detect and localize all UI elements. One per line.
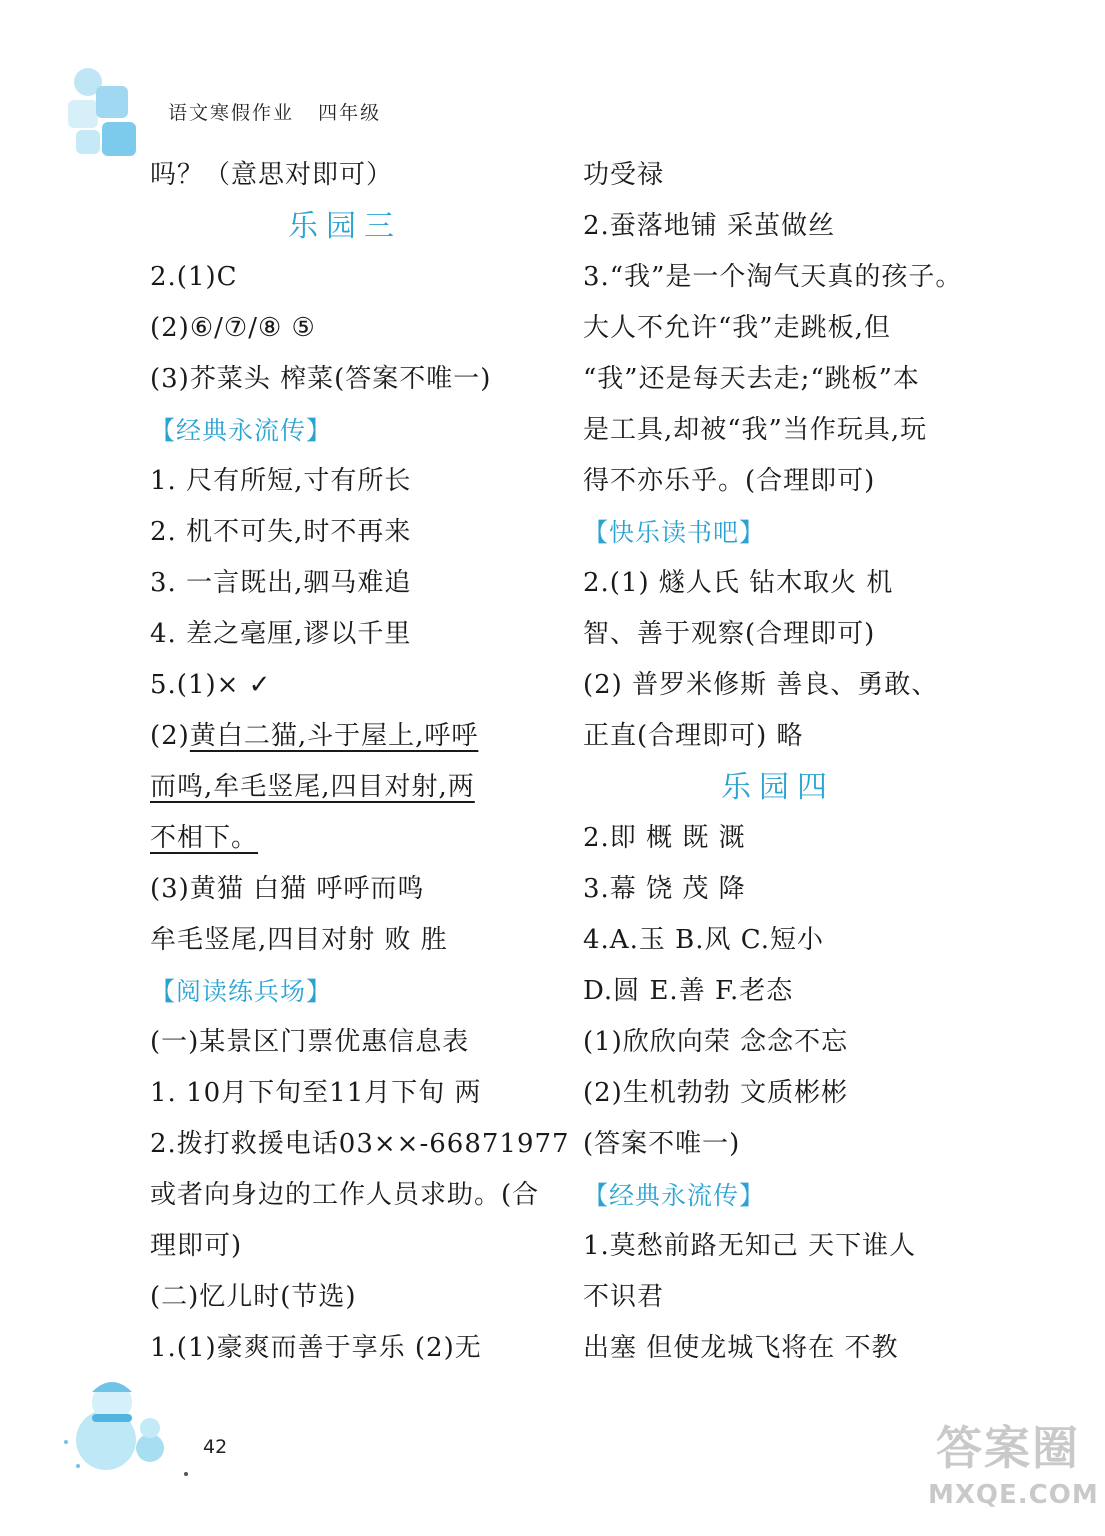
snowman-illustration xyxy=(62,1370,192,1480)
answer-line: 2. 机不可失,时不再来 xyxy=(150,517,412,547)
answer-line: 牟毛竖尾,四目对射 败 胜 xyxy=(150,925,448,955)
left-column xyxy=(150,150,570,1374)
answer-line: 4. 差之毫厘,谬以千里 xyxy=(150,619,412,649)
section-heading: 乐园四 xyxy=(721,770,835,805)
section-label: 【经典永流传】 xyxy=(583,1181,766,1210)
answer-line: 不识君 xyxy=(583,1282,665,1312)
answer-line: “我”还是每天去走;“跳板”本 xyxy=(583,364,920,394)
answer-line: 1. 尺有所短,寸有所长 xyxy=(150,466,412,496)
answer-line: 理即可) xyxy=(150,1231,243,1261)
answer-line: 得不亦乐乎。(合理即可) xyxy=(583,466,876,496)
answer-line xyxy=(150,711,540,762)
line-prefix: (2) xyxy=(150,721,190,751)
answer-line: 3.“我”是一个淘气天真的孩子。 xyxy=(583,262,963,292)
answer-line: (一)某景区门票优惠信息表 xyxy=(150,1027,470,1057)
answer-line: 2.(1)C xyxy=(150,262,238,292)
answer-line: 4.A.玉 B.风 C.短小 xyxy=(583,925,824,955)
header-title: 语文寒假作业 四年级 xyxy=(168,102,382,124)
watermark-logo xyxy=(928,1418,1099,1528)
answer-line: 2.(1) 燧人氏 钻木取火 机 xyxy=(583,568,894,598)
answer-line: (3)芥菜头 榨菜(答案不唯一) xyxy=(150,364,492,394)
answer-line: 5.(1)× ✓ xyxy=(150,670,272,700)
answer-line: (2)生机勃勃 文质彬彬 xyxy=(583,1078,849,1108)
answer-line: (答案不唯一) xyxy=(583,1129,741,1159)
answer-line: 2.拨打救援电话03××-66871977 xyxy=(150,1129,570,1159)
page-number: 42 xyxy=(203,1436,228,1458)
section-label: 【经典永流传】 xyxy=(150,416,333,445)
answer-line: 出塞 但使龙城飞将在 不教 xyxy=(583,1333,899,1363)
underlined-text: 而鸣,牟毛竖尾,四目对射,两 xyxy=(150,772,475,802)
answer-line: 2.即 概 既 溉 xyxy=(583,823,746,853)
answer-line: 功受禄 xyxy=(583,160,665,190)
answer-line: 1.莫愁前路无知己 天下谁人 xyxy=(583,1231,917,1261)
answer-line: 大人不允许“我”走跳板,但 xyxy=(583,313,891,343)
answer-line: 智、善于观察(合理即可) xyxy=(583,619,876,649)
answer-line: 正直(合理即可) 略 xyxy=(583,721,804,751)
answer-line: D.圆 E.善 F.老态 xyxy=(583,976,794,1006)
answer-line: 3.幕 饶 茂 降 xyxy=(583,874,746,904)
watermark-bottom: MXQE.COM xyxy=(928,1480,1099,1510)
underlined-text: 黄白二猫,斗于屋上,呼呼 xyxy=(189,721,479,751)
answer-line: 1.(1)豪爽而善于享乐 (2)无 xyxy=(150,1333,482,1363)
answer-line: 吗？（意思对即可） xyxy=(150,160,394,190)
watermark-top: 答案圈 xyxy=(936,1421,1080,1475)
answer-line: 3. 一言既出,驷马难追 xyxy=(150,568,412,598)
answer-line: 1. 10月下旬至11月下旬 两 xyxy=(150,1078,482,1108)
section-label: 【阅读练兵场】 xyxy=(150,977,333,1006)
answer-line: 2.蚕落地铺 采茧做丝 xyxy=(583,211,836,241)
answer-line xyxy=(150,762,540,813)
answer-line: 是工具,却被“我”当作玩具,玩 xyxy=(583,415,928,445)
answer-line xyxy=(150,813,540,864)
answer-line: (3)黄猫 白猫 呼呼而鸣 xyxy=(150,874,425,904)
answer-line: 或者向身边的工作人员求助。(合 xyxy=(150,1180,540,1210)
underlined-text: 不相下。 xyxy=(150,823,259,853)
answer-line: (2) 普罗米修斯 善良、勇敢、 xyxy=(583,670,939,700)
answer-line: (2)⑥/⑦/⑧ ⑤ xyxy=(150,313,316,343)
right-column xyxy=(583,150,973,1374)
section-label: 【快乐读书吧】 xyxy=(583,518,766,547)
answer-line: (二)忆儿时(节选) xyxy=(150,1282,357,1312)
answer-line: (1)欣欣向荣 念念不忘 xyxy=(583,1027,849,1057)
section-heading: 乐园三 xyxy=(288,209,402,244)
corner-decoration xyxy=(68,64,138,160)
